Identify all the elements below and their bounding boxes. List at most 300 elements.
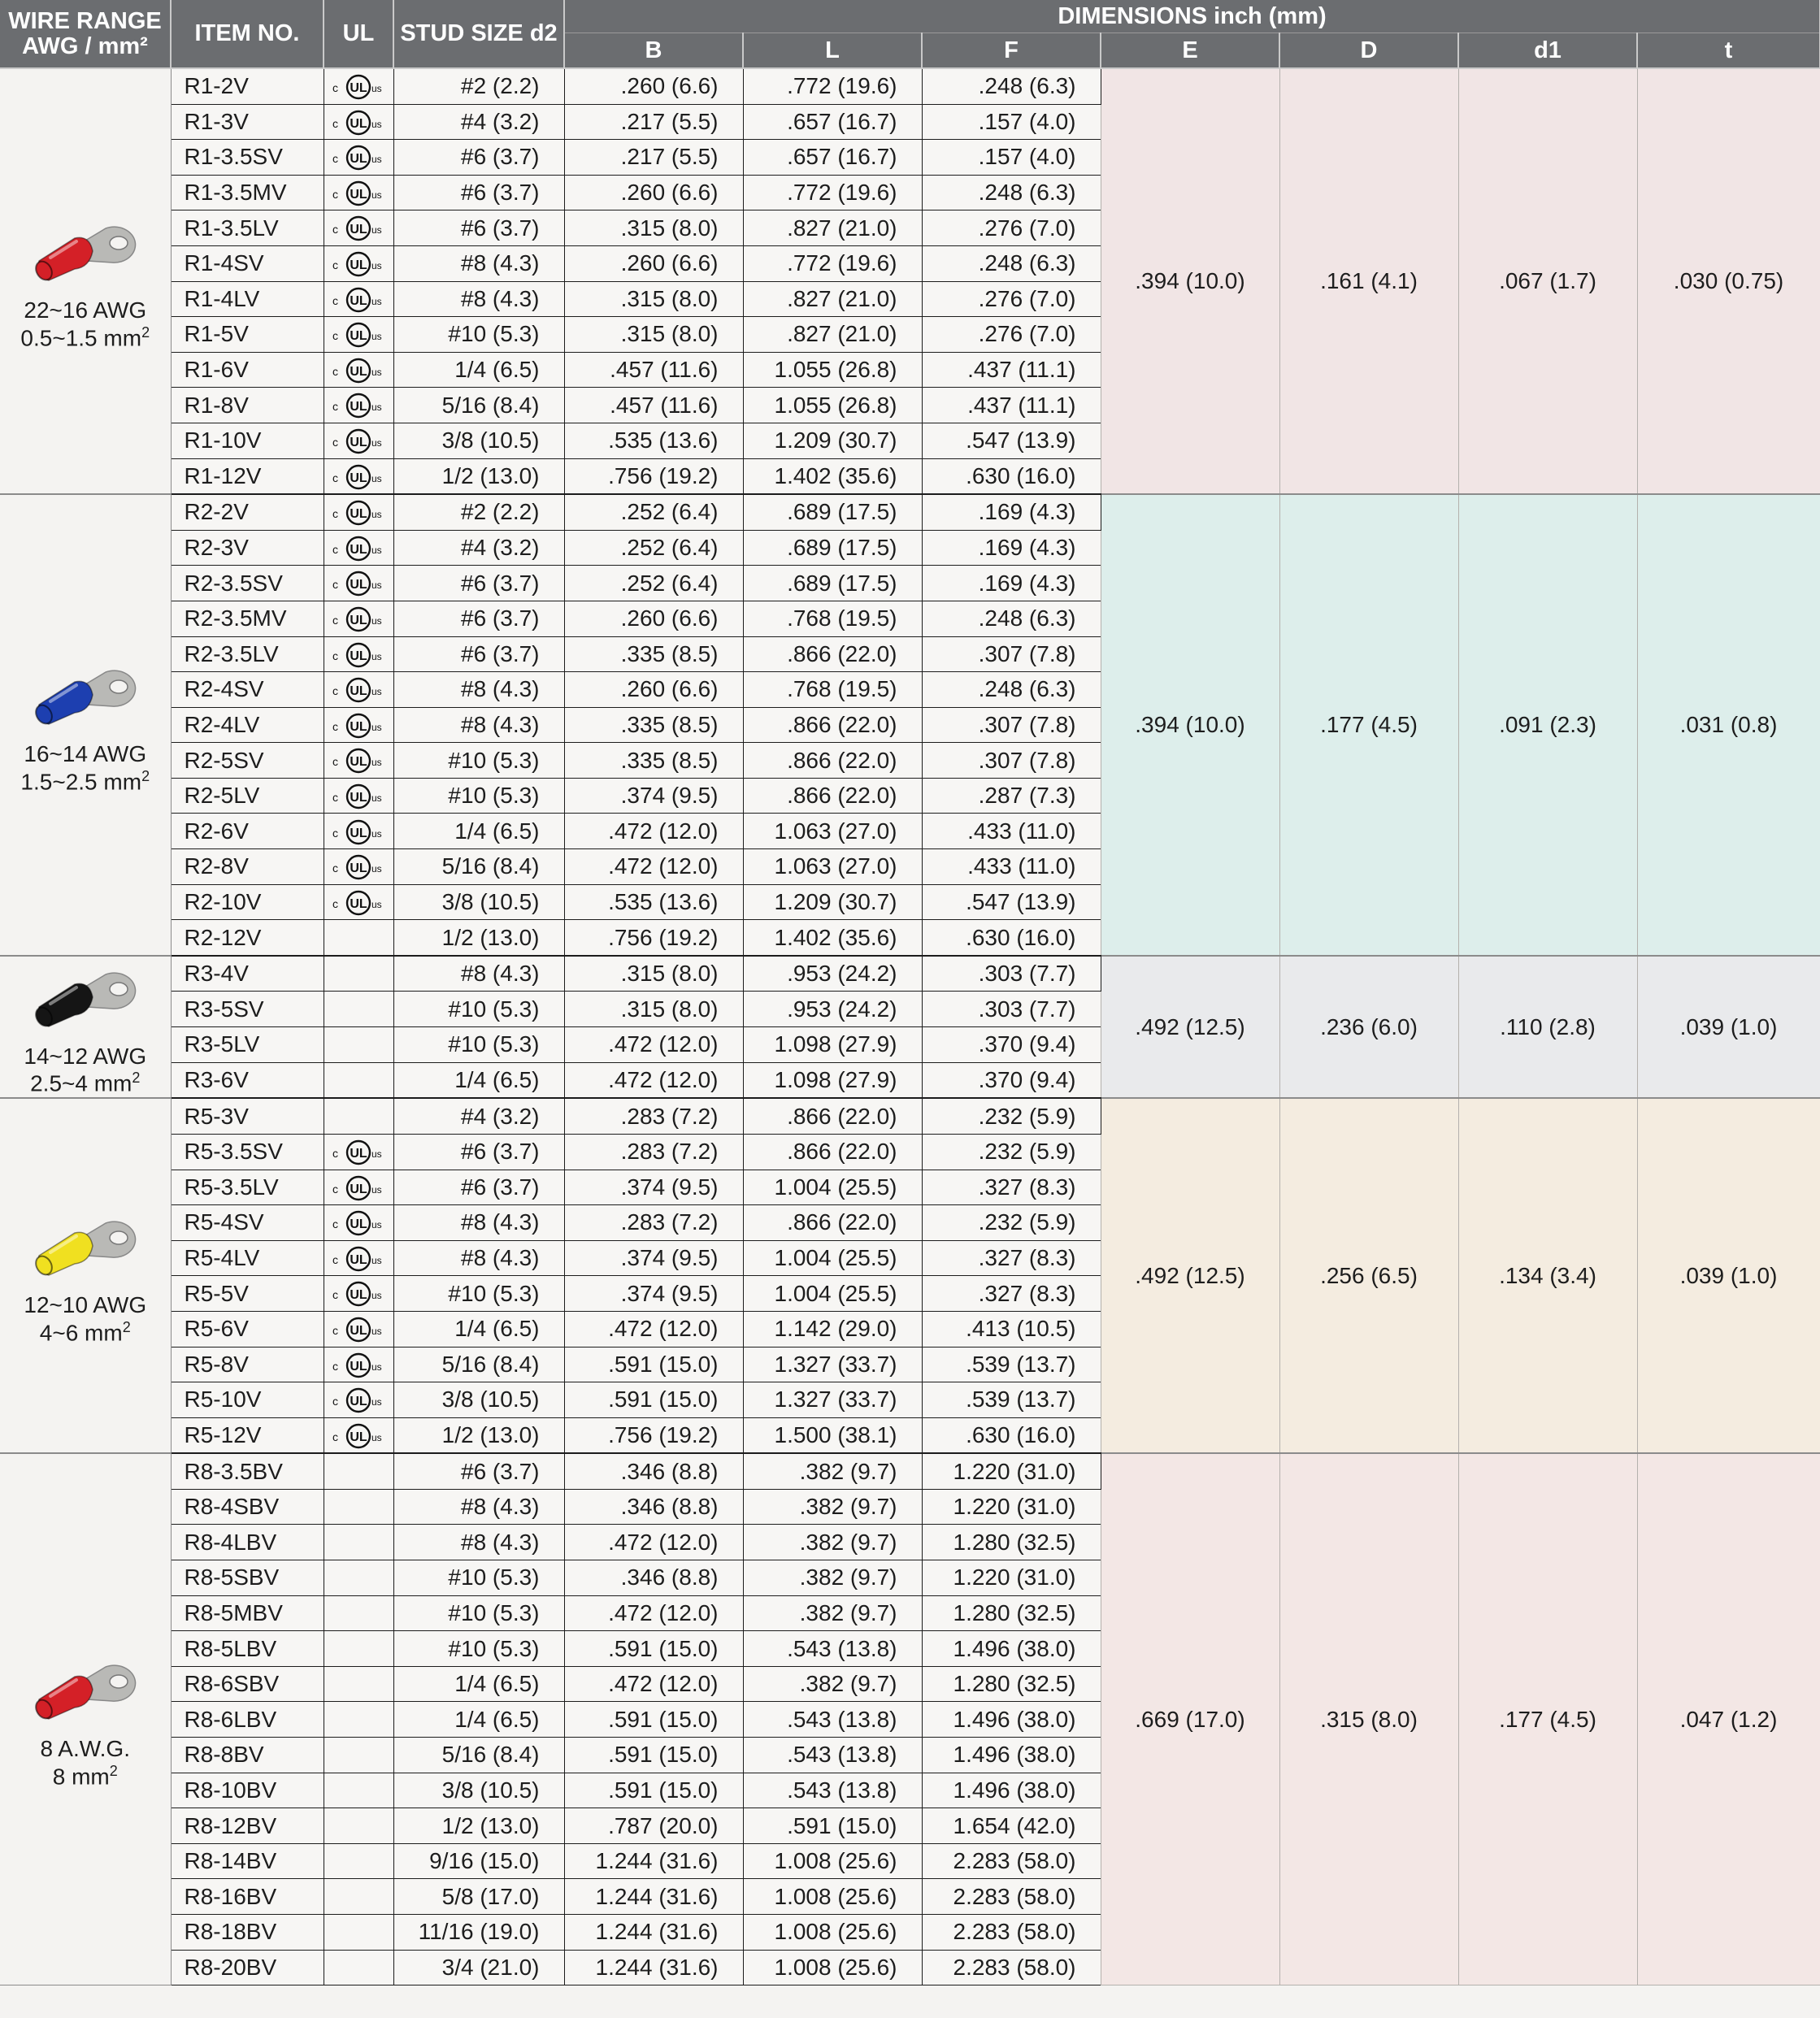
dim-f-cell: .370 (9.4) [922,1027,1101,1063]
ul-listed-mark-icon [330,1139,387,1165]
dim-f-cell: .539 (13.7) [922,1382,1101,1418]
dim-f-cell: 1.496 (38.0) [922,1631,1101,1667]
item-no-cell: R8-4LBV [171,1525,324,1560]
wire-mm-line [20,768,150,796]
stud-size-cell: 1/2 (13.0) [393,1417,564,1453]
dim-b-cell: .472 (12.0) [564,1525,743,1560]
stud-size-cell: #6 (3.7) [393,1453,564,1489]
stud-size-cell: #4 (3.2) [393,530,564,566]
stud-size-cell: 1/4 (6.5) [393,1311,564,1347]
item-no-cell: R2-12V [171,920,324,956]
dim-f-cell: 1.280 (32.5) [922,1525,1101,1560]
wire-mm-line [20,324,150,352]
ul-listed-mark-icon [330,854,387,880]
dim-l-cell: .382 (9.7) [743,1525,922,1560]
dim-f-cell: .248 (6.3) [922,672,1101,708]
dim-l-cell: .866 (22.0) [743,707,922,743]
dim-l-cell: 1.055 (26.8) [743,352,922,388]
stud-size-cell: 1/2 (13.0) [393,1808,564,1844]
dim-e-merged-cell: .669 (17.0) [1101,1453,1279,1985]
dim-d-merged-cell: .256 (6.5) [1279,1098,1458,1453]
stud-size-cell: #10 (5.3) [393,743,564,779]
ul-us-text: us [371,686,382,698]
ul-cell [324,352,393,388]
dim-f-cell: 1.220 (31.0) [922,1560,1101,1596]
dim-l-cell: .382 (9.7) [743,1489,922,1525]
item-no-cell: R5-3.5SV [171,1134,324,1170]
table-row [0,68,1820,104]
ul-text: UL [350,293,367,308]
dim-b-cell: .472 (12.0) [564,1666,743,1702]
item-no-cell: R1-8V [171,388,324,423]
dim-l-cell: 1.063 (27.0) [743,849,922,885]
dim-b-cell: .535 (13.6) [564,423,743,458]
dim-l-cell: 1.098 (27.9) [743,1062,922,1098]
item-no-cell: R1-4SV [171,245,324,281]
header-dim-t: t [1637,33,1820,69]
ul-c-text: c [332,1359,338,1373]
ul-cell [324,245,393,281]
ul-listed-mark-icon [330,1317,387,1343]
ul-cell [324,707,393,743]
ul-us-text: us [371,224,382,237]
stud-size-cell: 5/16 (8.4) [393,388,564,423]
ul-listed-mark-icon [330,1281,387,1307]
ul-text: UL [350,1395,367,1409]
stud-size-cell: 5/16 (8.4) [393,1347,564,1382]
ul-listed-mark-icon [330,1423,387,1449]
stud-size-cell: #8 (4.3) [393,1525,564,1560]
ul-cell [324,1134,393,1170]
dim-f-cell: .327 (8.3) [922,1240,1101,1276]
dim-b-cell: .283 (7.2) [564,1134,743,1170]
ul-us-text: us [371,83,382,95]
stud-size-cell: #6 (3.7) [393,1170,564,1205]
stud-size-cell: #10 (5.3) [393,1631,564,1667]
wire-range-cell [0,494,171,956]
ul-us-text: us [371,154,382,166]
ul-cell [324,1417,393,1453]
dim-f-cell: .232 (5.9) [922,1134,1101,1170]
ul-c-text: c [332,152,338,166]
ul-listed-mark-icon [330,428,387,454]
ul-cell [324,601,393,636]
ul-listed-mark-icon [330,606,387,632]
item-no-cell: R2-3.5LV [171,636,324,672]
dim-f-cell: .169 (4.3) [922,494,1101,530]
item-no-cell: R2-3.5MV [171,601,324,636]
stud-size-cell: #10 (5.3) [393,1595,564,1631]
stud-size-cell: 3/8 (10.5) [393,884,564,920]
stud-size-cell: #10 (5.3) [393,317,564,353]
dim-l-cell: .591 (15.0) [743,1808,922,1844]
dim-f-cell: 1.280 (32.5) [922,1666,1101,1702]
ul-cell [324,1311,393,1347]
ul-c-text: c [332,896,338,910]
item-no-cell: R8-6LBV [171,1702,324,1738]
ul-cell [324,1738,393,1773]
item-no-cell: R1-10V [171,423,324,458]
dim-l-cell: .382 (9.7) [743,1560,922,1596]
item-no-cell: R8-14BV [171,1843,324,1879]
dim-f-cell: .413 (10.5) [922,1311,1101,1347]
dim-f-cell: 1.496 (38.0) [922,1702,1101,1738]
ul-cell [324,956,393,992]
stud-size-cell: 1/4 (6.5) [393,814,564,849]
wire-mm: 4~6 mm [39,1319,123,1345]
dim-l-cell: .543 (13.8) [743,1773,922,1808]
dim-l-cell: 1.004 (25.5) [743,1170,922,1205]
dim-b-cell: .472 (12.0) [564,814,743,849]
dim-f-cell: .630 (16.0) [922,1417,1101,1453]
ul-c-text: c [332,81,338,95]
ul-listed-mark-icon [330,677,387,703]
dim-d-merged-cell: .177 (4.5) [1279,494,1458,956]
wire-range-label [41,1735,130,1790]
table-header [0,0,1820,68]
ul-cell [324,778,393,814]
ul-c-text: c [332,116,338,130]
item-no-cell: R2-4LV [171,707,324,743]
ul-c-text: c [332,684,338,698]
dim-f-cell: .437 (11.1) [922,388,1101,423]
ul-cell [324,743,393,779]
dim-f-cell: .630 (16.0) [922,458,1101,494]
dim-f-cell: .157 (4.0) [922,104,1101,140]
stud-size-cell: 3/8 (10.5) [393,1773,564,1808]
wire-awg: 16~14 AWG [24,741,147,767]
item-no-cell: R5-6V [171,1311,324,1347]
ul-cell [324,636,393,672]
ul-c-text: c [332,719,338,733]
ul-text: UL [350,755,367,770]
ul-cell [324,140,393,176]
ul-listed-mark-icon [330,536,387,562]
ul-cell [324,1950,393,1985]
ul-text: UL [350,1182,367,1196]
item-no-cell: R5-3V [171,1098,324,1134]
stud-size-cell: 1/4 (6.5) [393,352,564,388]
dim-d1-merged-cell: .110 (2.8) [1458,956,1637,1099]
dim-b-cell: .283 (7.2) [564,1098,743,1134]
ul-text: UL [350,1252,367,1267]
dim-l-cell: 1.004 (25.5) [743,1240,922,1276]
wire-awg: 22~16 AWG [24,297,147,323]
ring-terminal-yellow-icon [24,1205,146,1283]
ul-cell [324,1915,393,1951]
stud-size-cell: #6 (3.7) [393,1134,564,1170]
ul-text: UL [350,649,367,663]
stud-size-cell: #2 (2.2) [393,494,564,530]
dim-b-cell: .472 (12.0) [564,1027,743,1063]
header-dim-e: E [1101,33,1279,69]
wire-mm-superscript: 2 [122,1318,131,1335]
wire-mm: 0.5~1.5 mm [20,325,142,351]
item-no-cell: R2-5LV [171,778,324,814]
dim-f-cell: .303 (7.7) [922,992,1101,1027]
ul-cell [324,814,393,849]
ul-cell [324,849,393,885]
ul-text: UL [350,507,367,522]
wire-mm-superscript: 2 [141,767,150,784]
header-item-no: ITEM NO. [171,0,324,68]
stud-size-cell: #8 (4.3) [393,1489,564,1525]
header-dim-f: F [922,33,1101,69]
item-no-cell: R2-4SV [171,672,324,708]
ul-text: UL [350,223,367,237]
dim-l-cell: .772 (19.6) [743,175,922,210]
dim-b-cell: .252 (6.4) [564,566,743,601]
dim-b-cell: .374 (9.5) [564,778,743,814]
wire-range-cell [0,68,171,494]
item-no-cell: R1-3.5MV [171,175,324,210]
ul-text: UL [350,81,367,96]
ul-listed-mark-icon [330,251,387,277]
dim-b-cell: .260 (6.6) [564,245,743,281]
dim-f-cell: .433 (11.0) [922,814,1101,849]
dim-f-cell: .307 (7.8) [922,743,1101,779]
dim-f-cell: .248 (6.3) [922,175,1101,210]
ul-listed-mark-icon [330,819,387,845]
ul-us-text: us [371,1148,382,1161]
dim-f-cell: .307 (7.8) [922,707,1101,743]
dim-f-cell: .169 (4.3) [922,566,1101,601]
ul-listed-mark-icon [330,748,387,774]
dim-l-cell: 1.008 (25.6) [743,1879,922,1915]
ul-c-text: c [332,471,338,484]
item-no-cell: R2-8V [171,849,324,885]
ul-text: UL [350,116,367,131]
dim-l-cell: 1.008 (25.6) [743,1950,922,1985]
dim-l-cell: 1.098 (27.9) [743,1027,922,1063]
ul-cell [324,1453,393,1489]
header-dim-b: B [564,33,743,69]
ul-cell [324,388,393,423]
stud-size-cell: 3/8 (10.5) [393,1382,564,1418]
ul-cell [324,175,393,210]
dim-t-merged-cell: .047 (1.2) [1637,1453,1820,1985]
ul-us-text: us [371,295,382,307]
dim-l-cell: 1.008 (25.6) [743,1915,922,1951]
dim-b-cell: .374 (9.5) [564,1170,743,1205]
item-no-cell: R5-4LV [171,1240,324,1276]
dim-b-cell: .346 (8.8) [564,1453,743,1489]
dim-f-cell: .370 (9.4) [922,1062,1101,1098]
ul-text: UL [350,1288,367,1303]
dim-f-cell: 1.220 (31.0) [922,1489,1101,1525]
item-no-cell: R1-3V [171,104,324,140]
ul-cell [324,458,393,494]
stud-size-cell: #8 (4.3) [393,956,564,992]
stud-size-cell: #6 (3.7) [393,566,564,601]
ul-us-text: us [371,757,382,769]
ul-text: UL [350,896,367,911]
wire-awg: 12~10 AWG [24,1292,147,1318]
dim-l-cell: .866 (22.0) [743,1205,922,1241]
ul-us-text: us [371,437,382,449]
dim-l-cell: .657 (16.7) [743,104,922,140]
ul-cell [324,1631,393,1667]
ul-cell [324,1170,393,1205]
stud-size-cell: #6 (3.7) [393,175,564,210]
wire-range-label [24,1043,146,1098]
wire-awg: 8 A.W.G. [40,1735,130,1761]
dim-b-cell: 1.244 (31.6) [564,1879,743,1915]
dim-l-cell: .866 (22.0) [743,778,922,814]
dim-b-cell: .756 (19.2) [564,458,743,494]
item-no-cell: R5-12V [171,1417,324,1453]
ul-cell [324,423,393,458]
ul-c-text: c [332,1182,338,1196]
ul-text: UL [350,1147,367,1161]
ul-listed-mark-icon [330,110,387,136]
ul-cell [324,1098,393,1134]
stud-size-cell: #10 (5.3) [393,1560,564,1596]
ul-c-text: c [332,258,338,272]
ul-us-text: us [371,650,382,662]
dim-t-merged-cell: .030 (0.75) [1637,68,1820,494]
ul-cell [324,281,393,317]
dim-b-cell: .374 (9.5) [564,1276,743,1312]
ul-c-text: c [332,1147,338,1161]
ul-text: UL [350,1324,367,1339]
dim-b-cell: .472 (12.0) [564,849,743,885]
dim-b-cell: .591 (15.0) [564,1382,743,1418]
item-no-cell: R3-4V [171,956,324,992]
dim-f-cell: 1.280 (32.5) [922,1595,1101,1631]
dim-l-cell: .543 (13.8) [743,1702,922,1738]
ul-c-text: c [332,1430,338,1443]
stud-size-cell: 1/4 (6.5) [393,1702,564,1738]
dim-t-merged-cell: .039 (1.0) [1637,1098,1820,1453]
stud-size-cell: #10 (5.3) [393,778,564,814]
ul-text: UL [350,1217,367,1232]
dim-b-cell: .787 (20.0) [564,1808,743,1844]
ul-text: UL [350,790,367,805]
dim-l-cell: .689 (17.5) [743,494,922,530]
wire-mm: 1.5~2.5 mm [20,769,142,795]
stud-size-cell: 5/16 (8.4) [393,849,564,885]
table-body [0,68,1820,1985]
stud-size-cell: #8 (4.3) [393,245,564,281]
ul-c-text: c [332,1288,338,1302]
stud-size-cell: #8 (4.3) [393,1240,564,1276]
stud-size-cell: #6 (3.7) [393,601,564,636]
dim-b-cell: .315 (8.0) [564,956,743,992]
dim-b-cell: .756 (19.2) [564,1417,743,1453]
ul-us-text: us [371,260,382,272]
ul-cell [324,1808,393,1844]
dim-b-cell: .472 (12.0) [564,1595,743,1631]
ul-us-text: us [371,827,382,840]
dim-f-cell: .539 (13.7) [922,1347,1101,1382]
wire-mm-superscript: 2 [141,323,150,341]
dim-f-cell: .547 (13.9) [922,884,1101,920]
ul-cell [324,920,393,956]
ul-listed-mark-icon [330,322,387,348]
ul-us-text: us [371,118,382,130]
item-no-cell: R1-6V [171,352,324,388]
dim-f-cell: .303 (7.7) [922,956,1101,992]
dim-b-cell: .335 (8.5) [564,636,743,672]
ul-text: UL [350,187,367,202]
header-ul: UL [324,0,393,68]
item-no-cell: R1-5V [171,317,324,353]
ul-us-text: us [371,472,382,484]
dim-l-cell: .866 (22.0) [743,1134,922,1170]
dim-b-cell: .472 (12.0) [564,1062,743,1098]
dim-l-cell: 1.063 (27.0) [743,814,922,849]
dim-l-cell: 1.500 (38.1) [743,1417,922,1453]
stud-size-cell: 1/4 (6.5) [393,1666,564,1702]
ul-listed-mark-icon [330,1352,387,1378]
wire-mm: 2.5~4 mm [30,1070,132,1096]
ul-listed-mark-icon [330,464,387,490]
dim-b-cell: .283 (7.2) [564,1205,743,1241]
item-no-cell: R8-20BV [171,1950,324,1985]
dim-b-cell: .591 (15.0) [564,1738,743,1773]
ul-us-text: us [371,579,382,592]
dim-d1-merged-cell: .177 (4.5) [1458,1453,1637,1985]
dim-b-cell: .374 (9.5) [564,1240,743,1276]
dim-l-cell: .689 (17.5) [743,530,922,566]
wire-range-cell [0,956,171,1099]
header-stud-size: STUD SIZE d2 [393,0,564,68]
ul-text: UL [350,436,367,450]
ul-c-text: c [332,1395,338,1408]
ul-text: UL [350,861,367,876]
dim-b-cell: .315 (8.0) [564,210,743,246]
ul-listed-mark-icon [330,74,387,100]
ul-us-text: us [371,331,382,343]
item-no-cell: R8-18BV [171,1915,324,1951]
dim-f-cell: 2.283 (58.0) [922,1843,1101,1879]
ul-listed-mark-icon [330,145,387,171]
ul-cell [324,1027,393,1063]
ul-listed-mark-icon [330,642,387,668]
ul-c-text: c [332,364,338,378]
dim-f-cell: .248 (6.3) [922,245,1101,281]
dim-l-cell: 1.402 (35.6) [743,458,922,494]
dim-b-cell: 1.244 (31.6) [564,1915,743,1951]
dim-l-cell: 1.327 (33.7) [743,1347,922,1382]
dim-l-cell: .866 (22.0) [743,636,922,672]
stud-size-cell: #6 (3.7) [393,210,564,246]
ul-cell [324,1560,393,1596]
item-no-cell: R3-6V [171,1062,324,1098]
item-no-cell: R1-2V [171,68,324,104]
dim-f-cell: 2.283 (58.0) [922,1879,1101,1915]
dim-e-merged-cell: .394 (10.0) [1101,494,1279,956]
dim-f-cell: 1.654 (42.0) [922,1808,1101,1844]
dim-b-cell: .457 (11.6) [564,388,743,423]
dim-b-cell: .346 (8.8) [564,1560,743,1596]
dim-b-cell: .217 (5.5) [564,104,743,140]
ul-listed-mark-icon [330,713,387,739]
dim-b-cell: .591 (15.0) [564,1702,743,1738]
ul-cell [324,1595,393,1631]
ul-c-text: c [332,436,338,449]
dim-t-merged-cell: .031 (0.8) [1637,494,1820,956]
dim-d1-merged-cell: .091 (2.3) [1458,494,1637,956]
dim-e-merged-cell: .492 (12.5) [1101,956,1279,1099]
stud-size-cell: 1/2 (13.0) [393,920,564,956]
item-no-cell: R3-5SV [171,992,324,1027]
ul-text: UL [350,329,367,344]
ul-us-text: us [371,544,382,556]
header-wire-range: WIRE RANGE AWG / mm² [0,0,171,68]
wire-range-label [24,1291,146,1347]
